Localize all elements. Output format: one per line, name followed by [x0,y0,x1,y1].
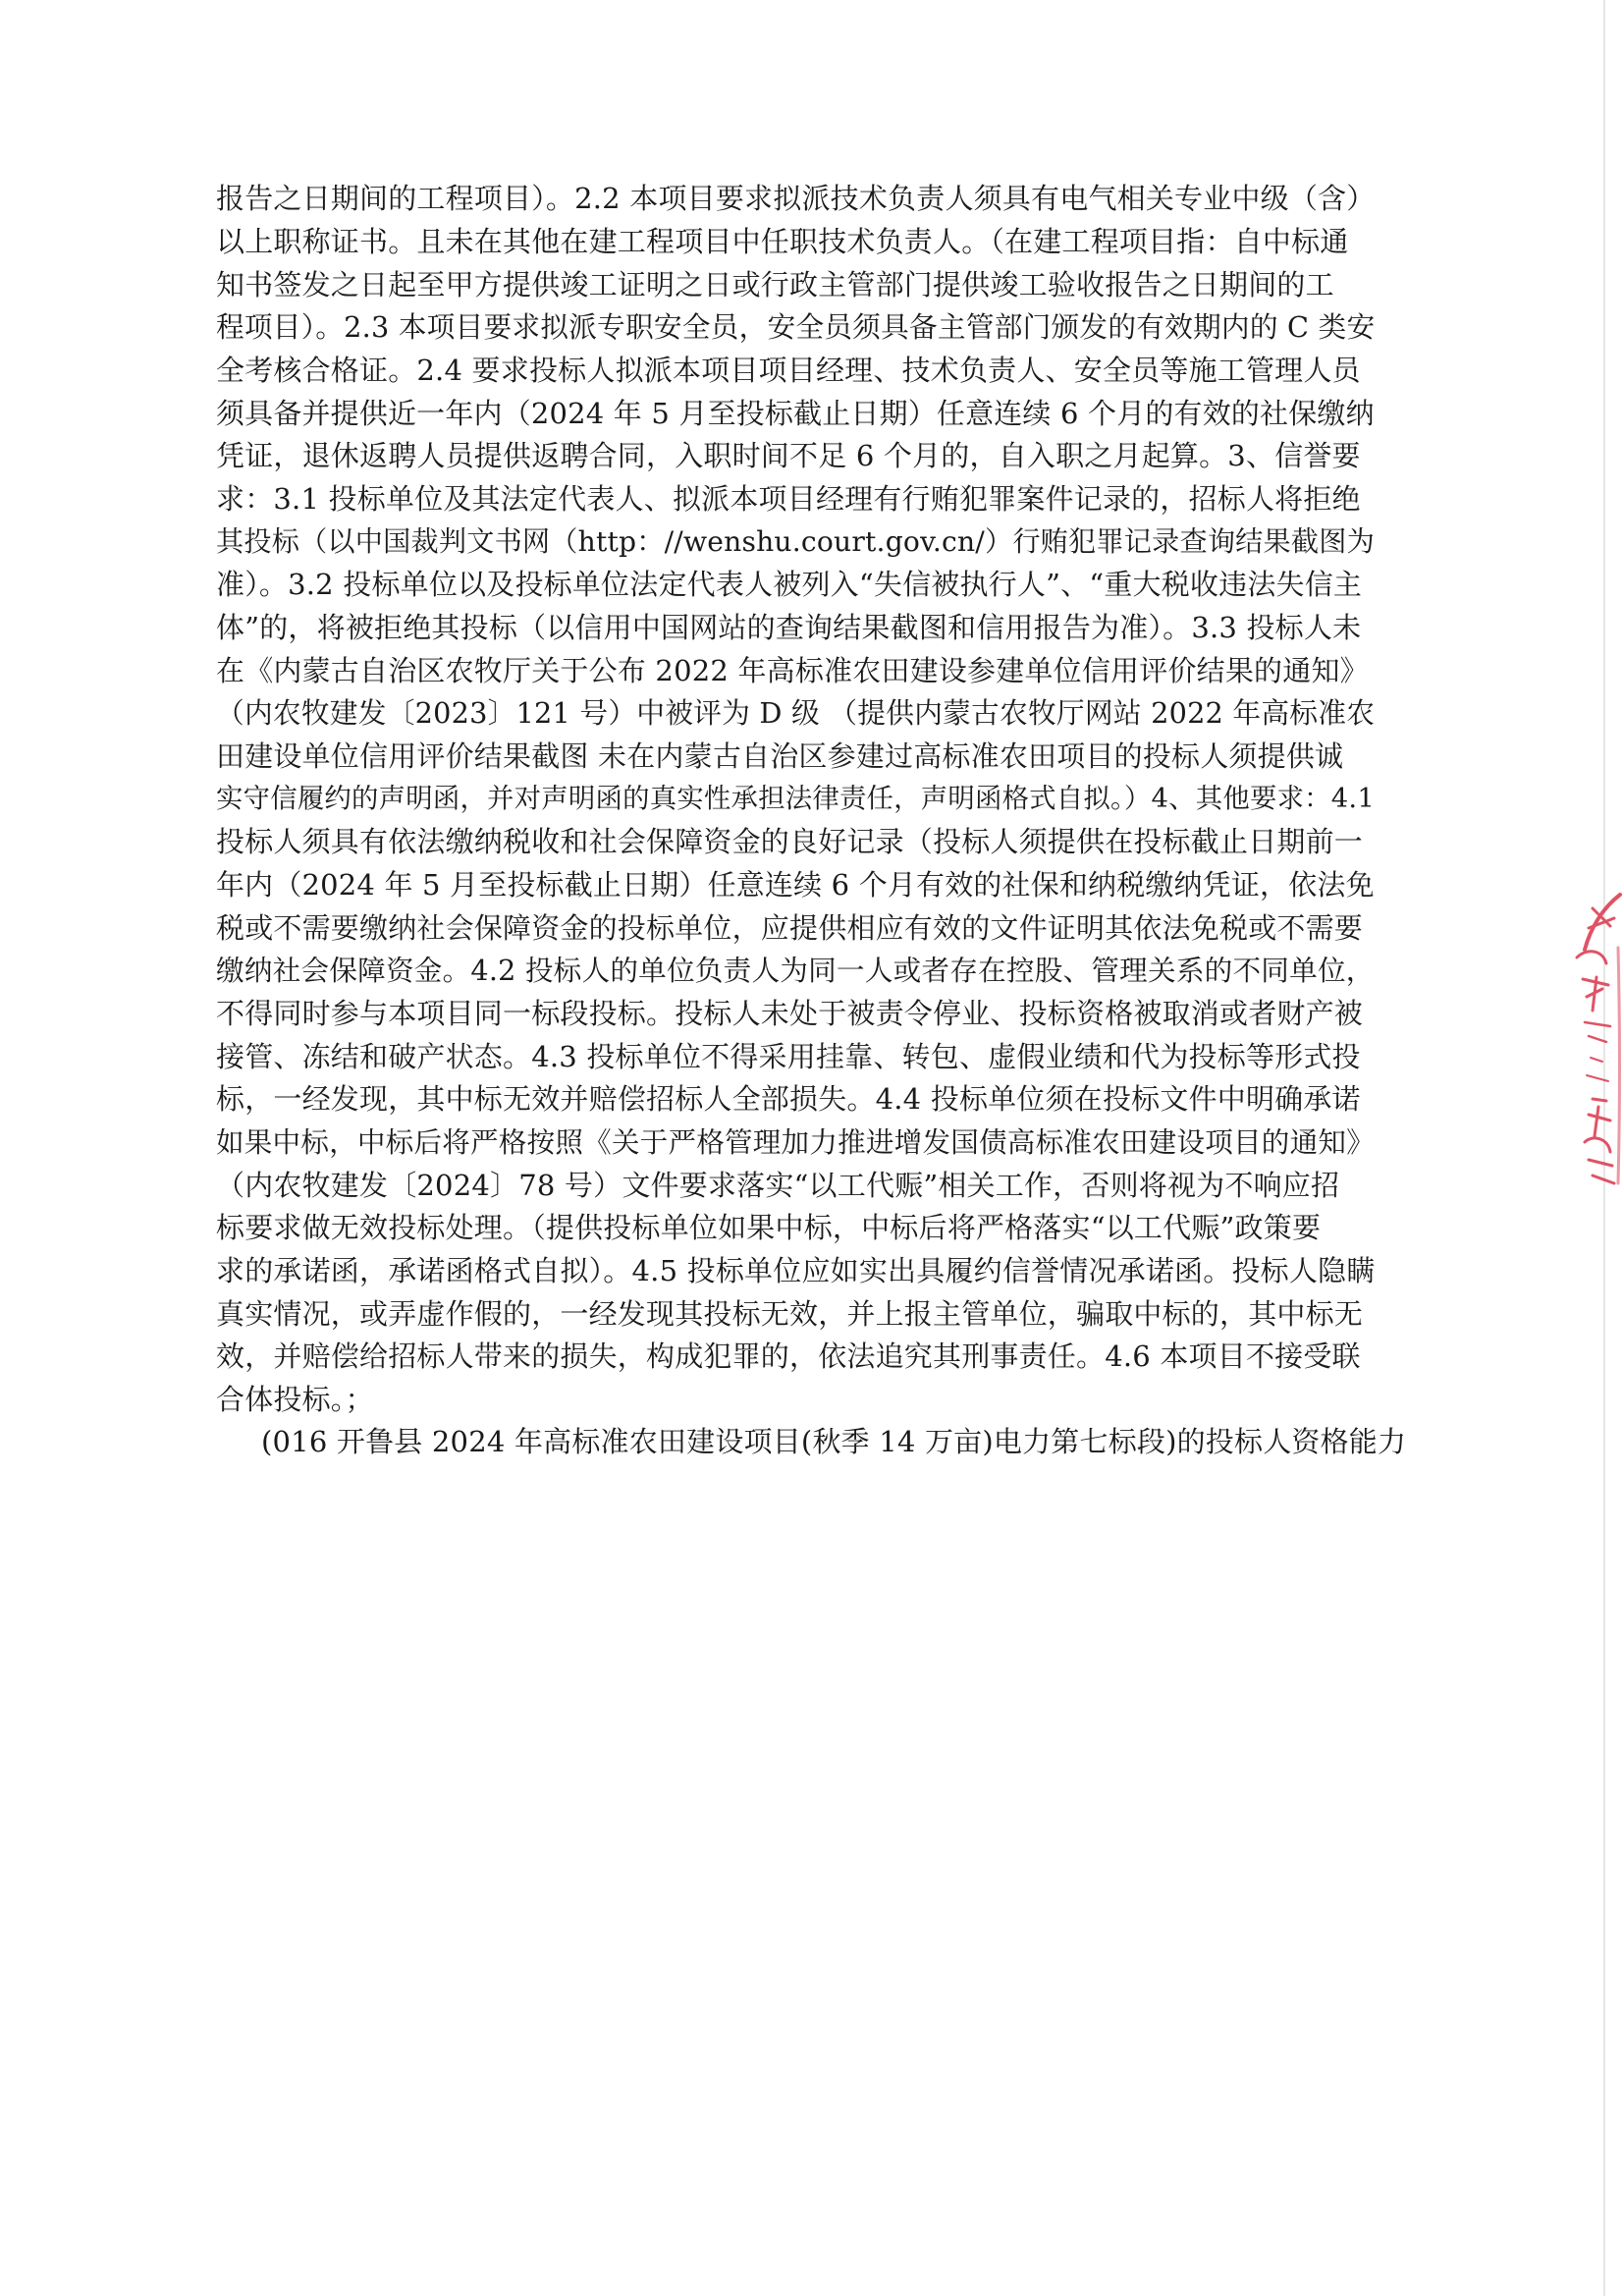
body-line: 须具备并提供近一年内（2024 年 5 月至投标截止日期）任意连续 6 个月的有效的社保缴纳 [216,397,1375,430]
body-line: (016 开鲁县 2024 年高标准农田建设项目(秋季 14 万亩)电力第七标段)的投标人资格能力 [261,1425,1407,1458]
body-line: 准）。3.2 投标单位以及投标单位法定代表人被列入“失信被执行人”、“重大税收违法失信主 [216,568,1363,601]
body-line: 凭证，退休返聘人员提供返聘合同，入职时间不足 6 个月的，自入职之月起算。3、信誉要 [216,439,1361,472]
body-line: 以上职称证书。且未在其他在建工程项目中任职技术负责人。（在建工程项目指：自中标通 [216,225,1349,258]
body-line: 合体投标。； [216,1383,374,1416]
body-line: 求的承诺函，承诺函格式自拟）。4.5 投标单位应如实出具履约信誉情况承诺函。投标人隐瞒 [216,1254,1376,1287]
body-line: 标要求做无效投标处理。（提供投标单位如果中标，中标后将严格落实“以工代赈”政策要 [216,1211,1322,1244]
body-line: 程项目）。2.3 本项目要求拟派专职安全员，安全员须具备主管部门颁发的有效期内的 C 类安 [216,310,1376,344]
body-line: 其投标（以中国裁判文书网（http：//wenshu.court.gov.cn/）行贿犯罪记录查询结果截图为 [216,525,1375,558]
body-line: 标，一经发现，其中标无效并赔偿招标人全部损失。4.4 投标单位须在投标文件中明确承诺 [216,1082,1361,1116]
body-line: 报告之日期间的工程项目）。2.2 本项目要求拟派技术负责人须具有电气相关专业中级（含） [216,182,1376,215]
body-line: 知书签发之日起至甲方提供竣工证明之日或行政主管部门提供竣工验收报告之日期间的工 [216,268,1334,301]
body-line: 年内（2024 年 5 月至投标截止日期）任意连续 6 个月有效的社保和纳税缴纳凭证，依法免 [216,868,1375,902]
body-line: 田建设单位信用评价结果截图 未在内蒙古自治区参建过高标准农田项目的投标人须提供诚 [216,739,1344,773]
body-line: 如果中标，中标后将严格按照《关于严格管理加力推进增发国债高标准农田建设项目的通知》 [216,1125,1375,1159]
body-line: 投标人须具有依法缴纳税收和社会保障资金的良好记录（投标人须提供在投标截止日期前一 [216,825,1364,858]
body-line: 在《内蒙古自治区农牧厅关于公布 2022 年高标准农田建设参建单位信用评价结果的通知》 [216,654,1369,687]
body-line: 真实情况，或弄虚作假的，一经发现其投标无效，并上报主管单位，骗取中标的，其中标无 [216,1297,1364,1331]
body-line: 实守信履约的声明函，并对声明函的真实性承担法律责任，声明函格式自拟。）4、其他要求：4.1 [216,784,1375,814]
body-line: 求：3.1 投标单位及其法定代表人、拟派本项目经理有行贿犯罪案件记录的，招标人将拒绝 [216,482,1361,516]
body-line: 不得同时参与本项目同一标段投标。投标人未处于被责令停业、投标资格被取消或者财产被 [216,997,1364,1030]
body-line: 体”的，将被拒绝其投标（以信用中国网站的查询结果截图和信用报告为准）。3.3 投标人未 [216,611,1362,644]
body-line: 接管、冻结和破产状态。4.3 投标单位不得采用挂靠、转包、虚假业绩和代为投标等形式投 [216,1040,1361,1073]
body-line: （内农牧建发〔2023〕121 号）中被评为 D 级 （提供内蒙古农牧厅网站 2022 年高标准农 [216,696,1376,730]
body-line: 效，并赔偿给招标人带来的损失，构成犯罪的，依法追究其刑事责任。4.6 本项目不接受联 [216,1339,1361,1373]
seal-stamp-icon [1563,889,1622,1193]
body-line: 缴纳社会保障资金。4.2 投标人的单位负责人为同一人或者存在控股、管理关系的不同单位， [216,954,1375,987]
body-line: 税或不需要缴纳社会保障资金的投标单位，应提供相应有效的文件证明其依法免税或不需要 [216,911,1364,945]
body-line: （内农牧建发〔2024〕78 号）文件要求落实“以工代赈”相关工作，否则将视为不响应招 [216,1169,1340,1202]
body-line: 全考核合格证。2.4 要求投标人拟派本项目项目经理、技术负责人、安全员等施工管理人员 [216,354,1361,387]
